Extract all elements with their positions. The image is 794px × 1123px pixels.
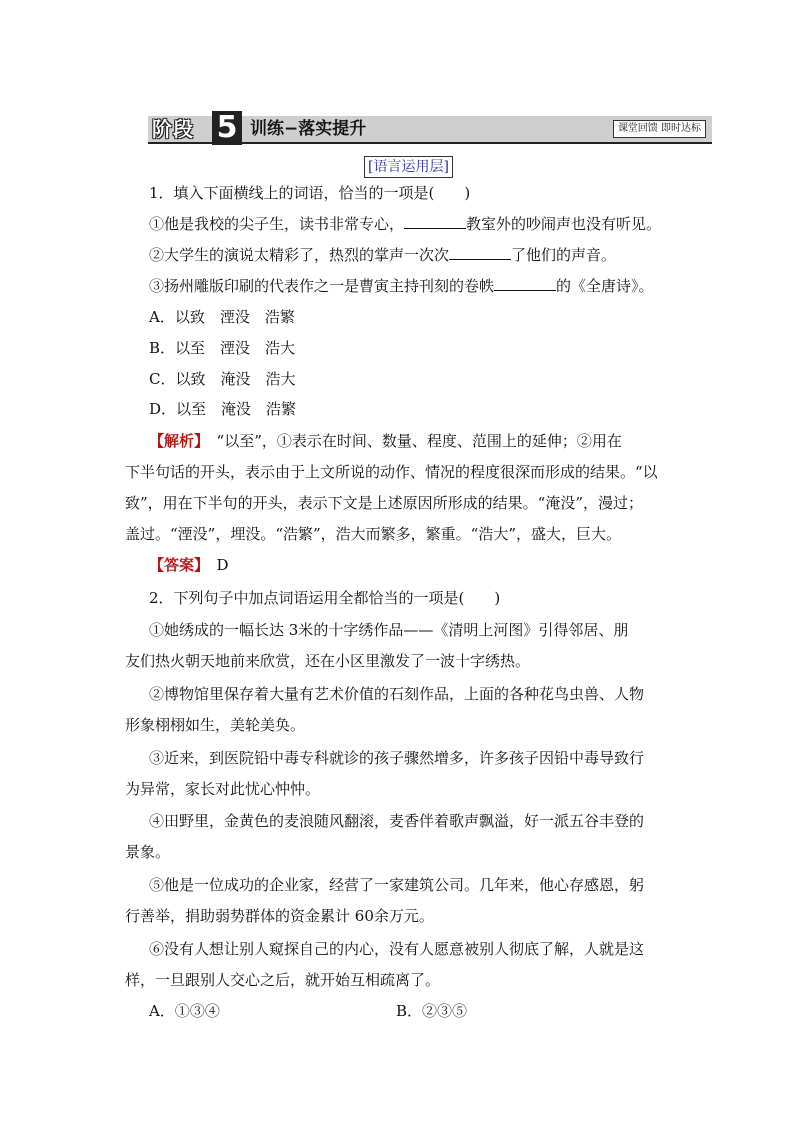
- fill-blank: [404, 214, 466, 229]
- stage-title: 训练−落实提升: [250, 119, 367, 139]
- q2-item-4-line-1: ④田野里，金黄色的麦浪随风翻滚，麦香伴着歌声飘溢，好一派五谷丰登的: [149, 812, 645, 830]
- stage-number: 5: [212, 111, 242, 145]
- q1-answer: [149, 555, 229, 575]
- q1-option-a: A．以致 湮没 浩繁: [149, 308, 295, 326]
- stage-label: 阶段: [152, 117, 194, 141]
- fill-blank: [494, 276, 556, 291]
- q2-item-3-line-2: 为异常，家长对此忧心忡忡。: [125, 780, 321, 798]
- q2-item-2-line-1: ②博物馆里保存着大量有艺术价值的石刻作品，上面的各种花鸟虫兽、人物: [149, 685, 645, 703]
- q1-analysis-line-2: 下半句话的开头，表示由于上文所说的动作、情况的程度很深而形成的结果。“以: [125, 463, 658, 481]
- analysis-tag: 【解析】: [149, 432, 202, 450]
- answer-tag: 【答案】: [149, 556, 202, 574]
- section-label: [语言运用层]: [364, 156, 453, 178]
- q2-item-1-line-1: ①她绣成的一幅长达 3米的十字绣作品——《清明上河图》引得邻居、朋: [149, 621, 629, 639]
- q2-item-6-line-2: 样，一旦跟别人交心之后，就开始互相疏离了。: [125, 971, 441, 989]
- q1-sentence-3: ③扬州雕版印刷的代表作之一是曹寅主持刊刻的卷帙 的《全唐诗》。: [149, 277, 654, 295]
- q2-item-5-line-2: 行善举，捐助弱势群体的资金累计 60余万元。: [125, 907, 434, 925]
- q1-analysis-line-1: 【解析】 “以至”，①表示在时间、数量、程度、范围上的延伸；②用在: [149, 432, 622, 450]
- fill-blank: [449, 245, 511, 260]
- q2-option-a: A．①③④: [149, 1002, 220, 1020]
- q1-option-c: C．以致 淹没 浩大: [149, 370, 296, 388]
- q2-item-5-line-1: ⑤他是一位成功的企业家，经营了一家建筑公司。几年来，他心存感恩，躬: [149, 876, 645, 894]
- stage-tag: 课堂回馈 即时达标: [613, 120, 706, 138]
- q2-stem: 2．下列句子中加点词语运用全都恰当的一项是( ): [149, 589, 501, 607]
- q1-analysis-line-3: 致”，用在下半句的开头，表示下文是上述原因所形成的结果。“淹没”，漫过；: [125, 494, 644, 512]
- q2-item-1-line-2: 友们热火朝天地前来欣赏，还在小区里激发了一波十字绣热。: [125, 652, 531, 670]
- q1-option-d: D．以至 淹没 浩繁: [149, 400, 297, 418]
- q2-item-6-line-1: ⑥没有人想让别人窥探自己的内心，没有人愿意被别人彻底了解，人就是这: [149, 940, 645, 958]
- q2-option-b: B．②③⑤: [396, 1002, 468, 1020]
- q1-option-b: B．以至 湮没 浩大: [149, 339, 296, 357]
- stage-header-banner: [148, 110, 712, 145]
- q1-sentence-1: ①他是我校的尖子生，读书非常专心， 教室外的吵闹声也没有听见。: [149, 215, 662, 233]
- q1-stem: 1．填入下面横线上的词语，恰当的一项是( ): [149, 184, 471, 202]
- q1-sentence-2: ②大学生的演说太精彩了，热烈的掌声一次次 了他们的声音。: [149, 246, 617, 264]
- q2-options-row: [149, 1001, 220, 1021]
- answer-value: D: [216, 556, 229, 574]
- q2-item-2-line-2: 形象栩栩如生，美轮美奂。: [125, 716, 306, 734]
- q2-item-4-line-2: 景象。: [125, 843, 171, 861]
- q1-analysis-line-4: 盖过。“湮没”，埋没。“浩繁”，浩大而繁多，繁重。“浩大”，盛大，巨大。: [125, 525, 622, 543]
- q2-item-3-line-1: ③近来，到医院铅中毒专科就诊的孩子骤然增多，许多孩子因铅中毒导致行: [149, 749, 645, 767]
